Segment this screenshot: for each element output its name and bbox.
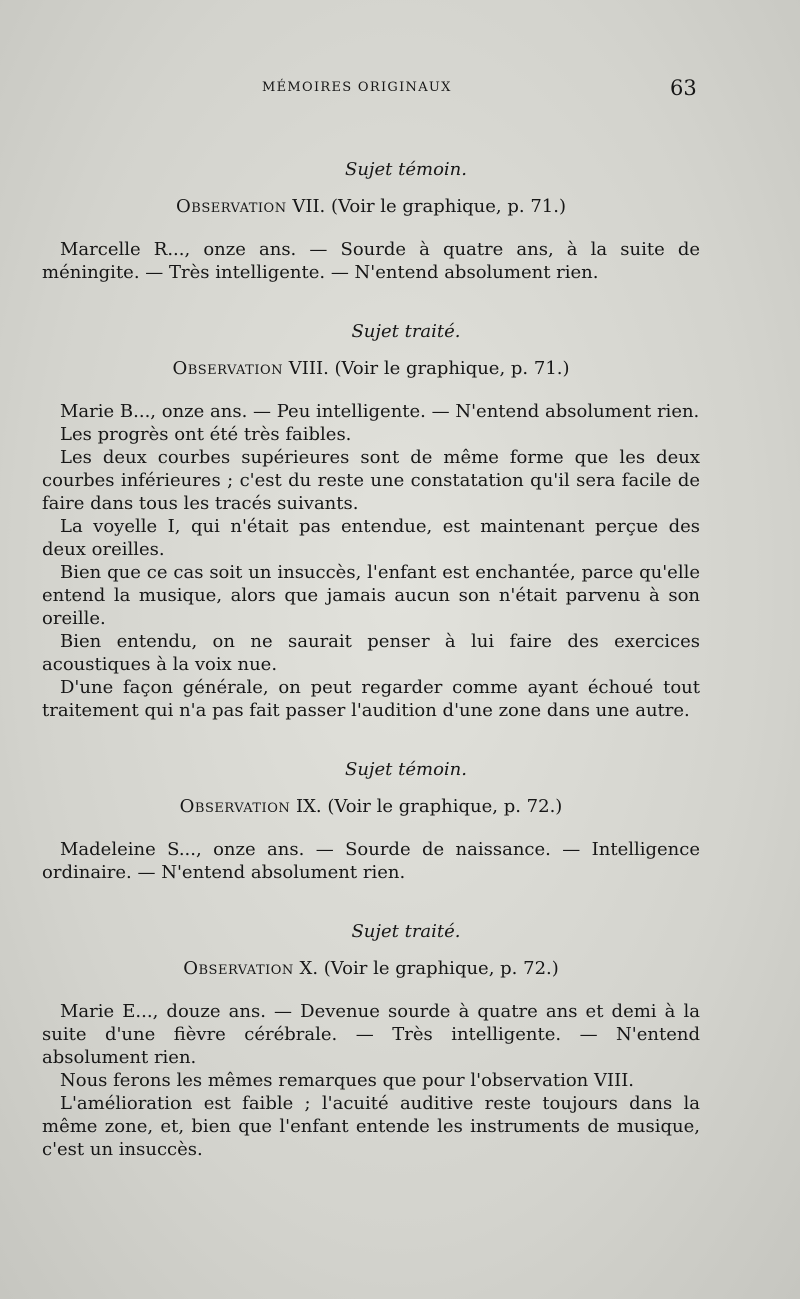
paragraph: Bien que ce cas soit un insuccès, l'enfant est enchantée, parce qu'elle entend la musique, alors que jamais aucun son n'était parvenu à son oreille. — [42, 562, 700, 629]
body-text — [42, 158, 700, 1161]
paragraph: La voyelle I, qui n'était pas entendue, est maintenant perçue des deux oreilles. — [42, 516, 700, 560]
page-number: 63 — [670, 76, 697, 100]
observation-ref: VIII. (Voir le graphique, p. 71.) — [288, 358, 570, 379]
observation-heading — [42, 357, 700, 380]
section-heading: Sujet témoin. — [345, 159, 467, 180]
section-heading: Sujet traité. — [351, 921, 461, 942]
observation-ref: X. (Voir le graphique, p. 72.) — [299, 958, 559, 979]
paragraph: Les progrès ont été très faibles. — [60, 424, 352, 445]
section-heading: Sujet témoin. — [345, 759, 467, 780]
observation-label: Observation — [179, 796, 291, 817]
observation-heading — [42, 195, 700, 218]
observation-label: Observation — [183, 958, 294, 979]
section-body — [42, 400, 700, 722]
paragraph: Marie E..., douze ans. — Devenue sourde à quatre ans et demi à la suite d'une fièvre cérébrale. — Très intelligente. — N'entend absolument rien. — [42, 1001, 700, 1068]
paragraph: L'amélioration est faible ; l'acuité auditive reste toujours dans la même zone, et, bien que l'enfant entende les instruments de musique, c'est un insuccès. — [42, 1093, 700, 1160]
paragraph: Bien entendu, on ne saurait penser à lui faire des exercices acoustiques à la voix nue. — [42, 631, 700, 675]
section-body — [42, 238, 700, 284]
paragraph: Madeleine S..., onze ans. — Sourde de naissance. — Intelligence ordinaire. — N'entend absolument rien. — [42, 839, 700, 883]
paragraph: Les deux courbes supérieures sont de même forme que les deux courbes inférieures ; c'est du reste une constatation qu'il sera facile de faire dans tous les tracés suivants. — [42, 447, 700, 514]
paragraph: D'une façon générale, on peut regarder comme ayant échoué tout traitement qui n'a pas fait passer l'audition d'une zone dans une autre. — [42, 677, 700, 721]
paragraph: Nous ferons les mêmes remarques que pour l'observation VIII. — [60, 1070, 635, 1091]
observation-heading — [42, 795, 700, 818]
running-header: MÉMOIRES ORIGINAUX — [262, 80, 452, 95]
paragraph: Marie B..., onze ans. — Peu intelligente. — N'entend absolument rien. — [60, 401, 700, 422]
section-heading: Sujet traité. — [351, 321, 461, 342]
section-body — [42, 1000, 700, 1161]
section-body — [42, 838, 700, 884]
observation-ref: VII. (Voir le graphique, p. 71.) — [292, 196, 566, 217]
observation-heading — [42, 957, 700, 980]
paragraph: Marcelle R..., onze ans. — Sourde à quatre ans, à la suite de méningite. — Très intelligente. — N'entend absolument rien. — [42, 239, 700, 283]
observation-ref: IX. (Voir le graphique, p. 72.) — [295, 796, 563, 817]
observation-label: Observation — [172, 358, 284, 379]
observation-label: Observation — [176, 196, 287, 217]
